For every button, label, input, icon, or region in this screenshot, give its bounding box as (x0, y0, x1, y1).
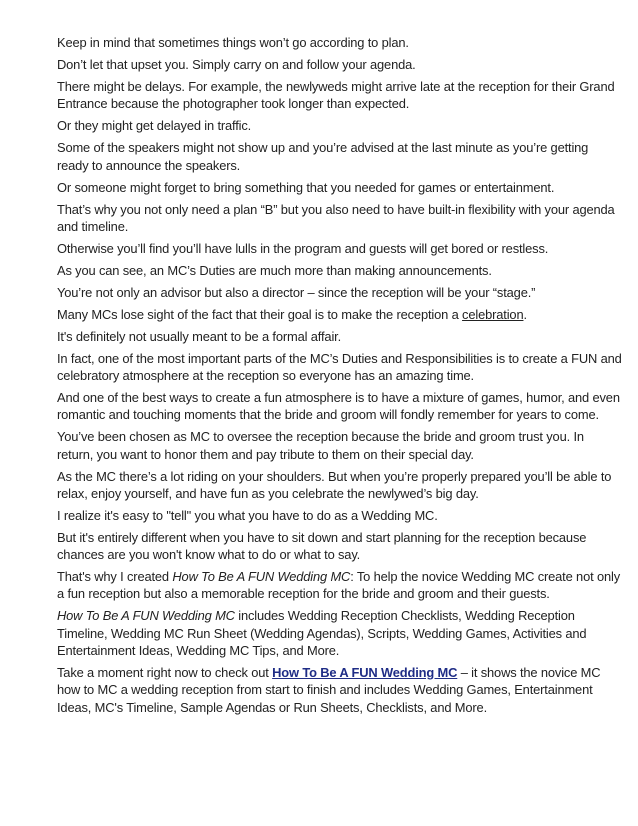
paragraph-text: That's why I created (57, 569, 173, 585)
paragraph: It's definitely not usually meant to be a formal affair. (57, 328, 342, 344)
paragraph: In fact, one of the most important parts of the MC’s Duties and Responsibilities is to create a FUN and celebratory atmosphere at the reception so everyone has an amazing time. (57, 350, 622, 383)
paragraph-text: . (523, 306, 527, 322)
paragraph: And one of the best ways to create a fun atmosphere is to have a mixture of games, humor, and even romantic and touching moments that the bride and groom will fondly remember for years to come. (57, 389, 620, 423)
paragraph: Or someone might forget to bring something that you needed for games or entertainment. (57, 179, 555, 195)
paragraph (57, 568, 623, 603)
paragraph-text: – it shows the novice MC how to MC a wedding reception from start to finish and includes Wedding Games, Entertainment Ideas, MC's Timeline, Sample Agendas or Run Sheets, Checklists, and More. (57, 664, 601, 715)
book-link[interactable]: How To Be A FUN Wedding MC (272, 664, 458, 680)
paragraph: There might be delays. For example, the newlyweds might arrive late at the reception for their Grand Entrance because the photographer took longer than expected. (57, 78, 615, 112)
paragraph: That’s why you not only need a plan “B” but you also need to have built-in flexibility with your agenda and timeline. (57, 201, 615, 234)
paragraph: As the MC there’s a lot riding on your shoulders. But when you’re properly prepared you’ll be able to relax, enjoy yourself, and have fun as you celebrate the newlywed’s big day. (57, 468, 612, 501)
paragraph: As you can see, an MC’s Duties are much more than making announcements. (57, 262, 492, 278)
paragraph-text: Many MCs lose sight of the fact that their goal is to make the reception a (57, 306, 463, 322)
document-body (57, 34, 623, 721)
paragraph: Keep in mind that sometimes things won’t go according to plan. (57, 35, 409, 50)
book-title: How To Be A FUN Wedding MC (57, 608, 235, 624)
book-title: How To Be A FUN Wedding MC (172, 569, 351, 585)
paragraph-text: Take a moment right now to check out (57, 664, 273, 680)
paragraph: You’re not only an advisor but also a director – since the reception will be your “stage.” (57, 284, 536, 300)
celebration-link[interactable]: celebration (462, 306, 524, 322)
paragraph (57, 306, 623, 323)
paragraph: I realize it's easy to "tell" you what you have to do as a Wedding MC. (57, 507, 438, 523)
paragraph-text: : To help the novice Wedding MC create not only a fun reception but also a memorable reception for the bride and groom and their guests. (57, 569, 621, 602)
paragraph: Don’t let that upset you. Simply carry on and follow your agenda. (57, 56, 416, 72)
paragraph (57, 664, 623, 716)
paragraph: Otherwise you’ll find you’ll have lulls in the program and guests will get bored or restless. (57, 240, 549, 256)
paragraph (57, 607, 623, 659)
paragraph: But it's entirely different when you have to sit down and start planning for the reception because chances are you won't know what to do or what to say. (57, 529, 587, 563)
paragraph: Or they might get delayed in traffic. (57, 118, 252, 134)
paragraph: You’ve been chosen as MC to oversee the reception because the bride and groom trust you. In return, you want to honor them and pay tribute to them on their special day. (57, 429, 584, 462)
paragraph: Some of the speakers might not show up and you’re advised at the last minute as you’re getting ready to announce the speakers. (57, 140, 589, 173)
paragraph-text: includes Wedding Reception Checklists, Wedding Reception Timeline, Wedding MC Run Sheet (Wedding Agendas), Scripts, Wedding Games, Activities and Entertainment Ideas, Wedding MC Tips, and More. (57, 608, 587, 658)
